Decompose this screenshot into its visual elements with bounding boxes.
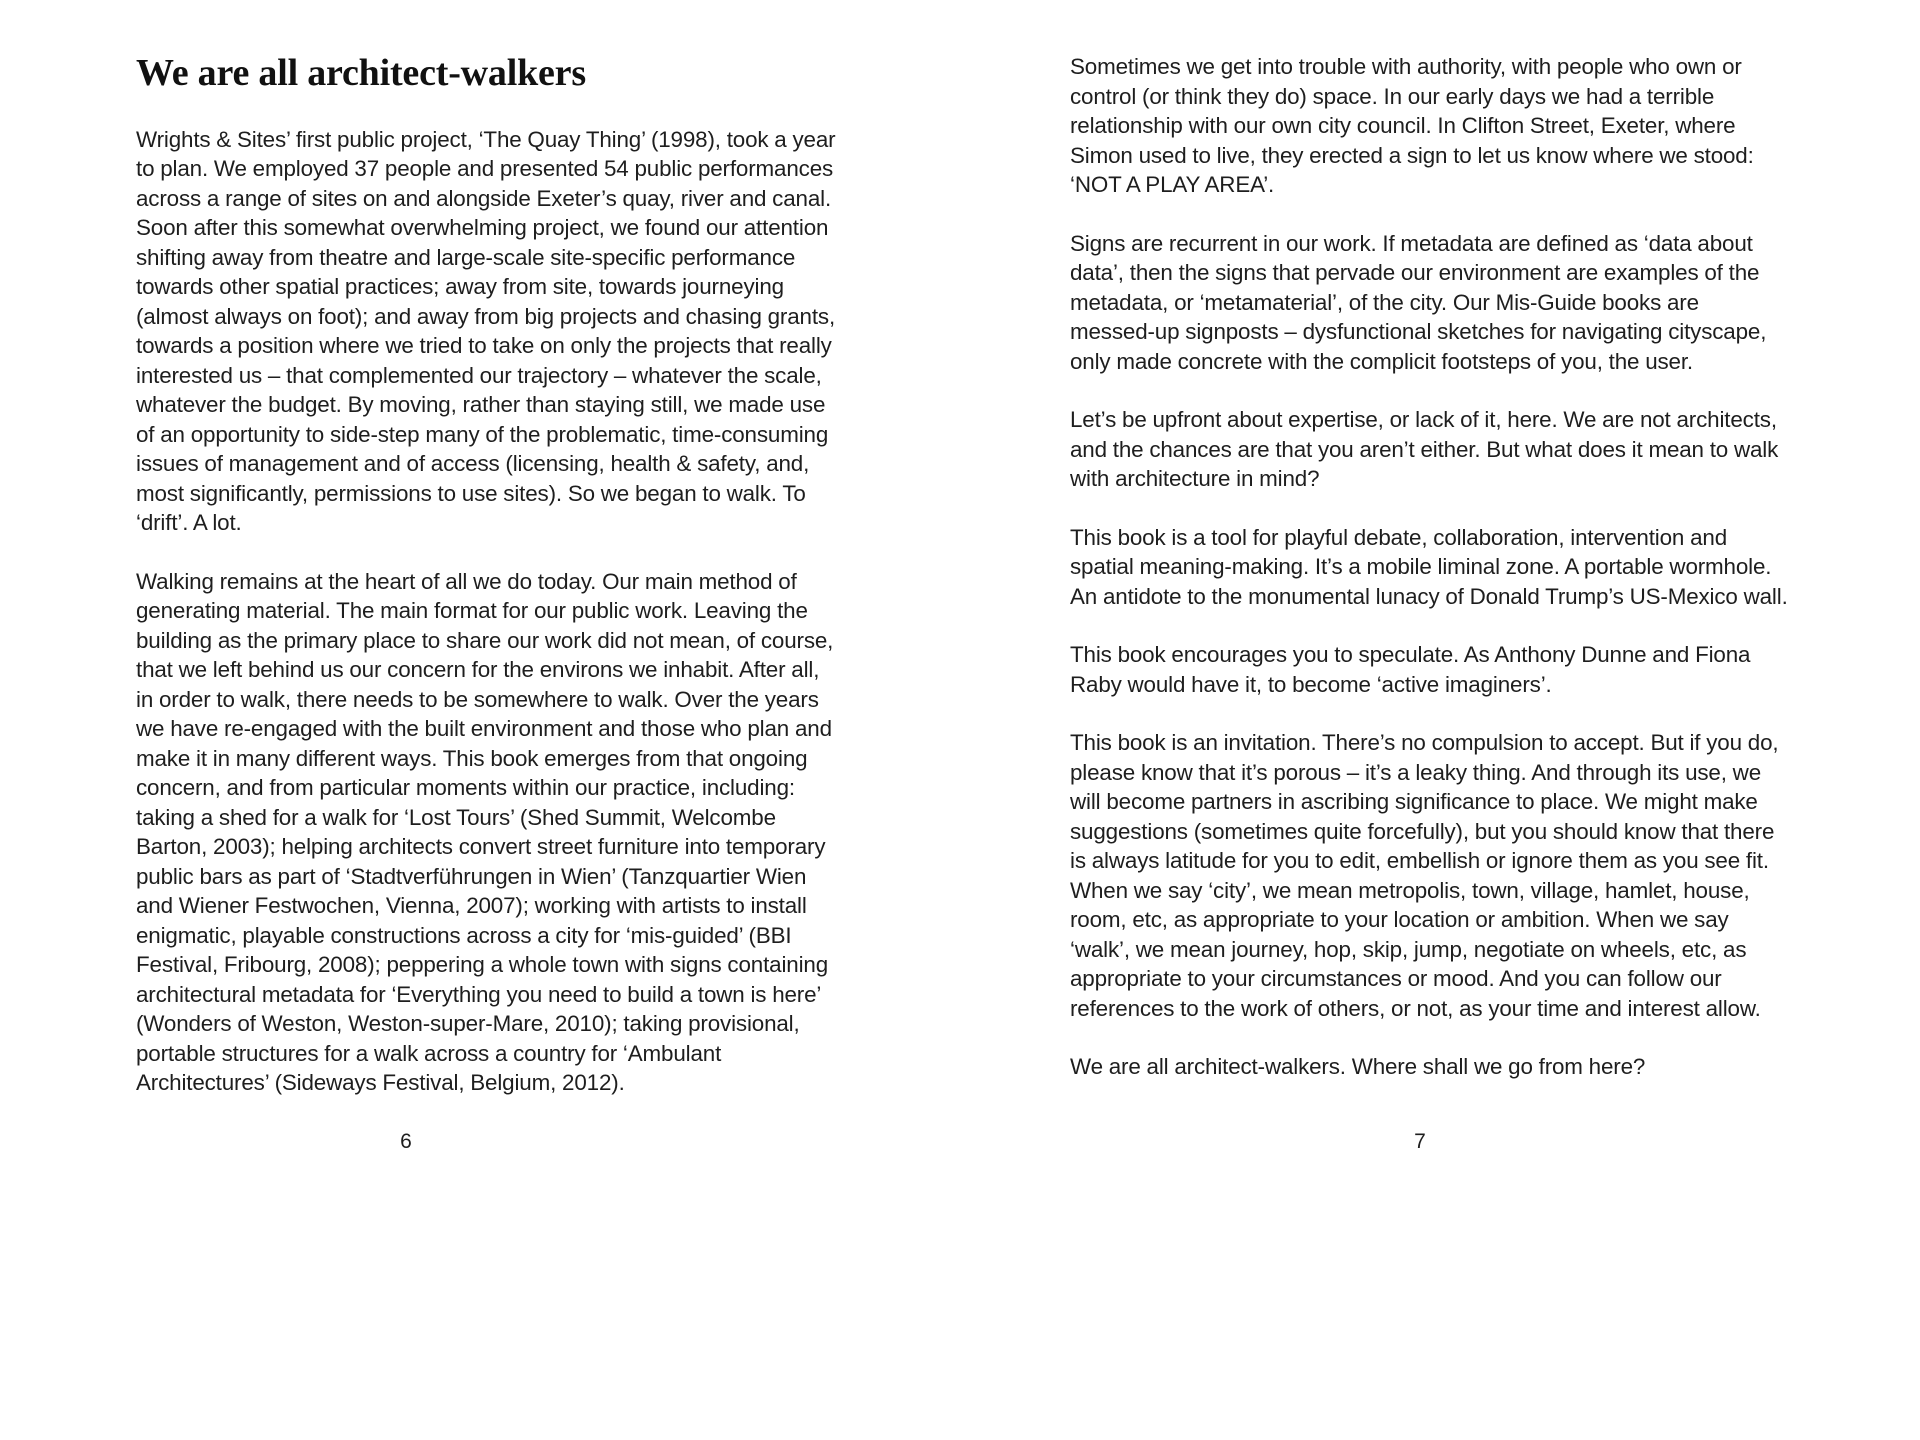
page-title: We are all architect-walkers [136, 52, 586, 94]
paragraph: Sometimes we get into trouble with authority, with people who own or control (or think they do) space. In our early days we had a terrible relationship with our own city council. In Clifton Street, Exeter, where Simon used to live, they erected a sign to let us know where we stood: ‘NOT A PLAY AREA’. [1070, 54, 1754, 197]
paragraph: This book is a tool for playful debate, collaboration, intervention and spatial meaning-making. It’s a mobile liminal zone. A portable wormhole. An antidote to the monumental lunacy of Donald Trump’s US-Mexico wall. [1070, 524, 1788, 609]
paragraph: Walking remains at the heart of all we do today. Our main method of generating material. The main format for our public work. Leaving the building as the primary place to share our work did not mean, of course, that we left behind us our concern for the environs we inhabit. After all, in order to walk, there needs to be somewhere to walk. Over the years we have re-engaged with the built environment and those who plan and make it in many different ways. This book emerges from that ongoing concern, and from particular moments within our practice, including: taking a shed for a walk for ‘Lost Tours’ (Shed Summit, Welcombe Barton, 2003); helping architects convert street furniture into temporary public bars as part of ‘Stadtverführungen in Wien’ (Tanzquartier Wien and Wiener Festwochen, Vienna, 2007); working with artists to install enigmatic, playable constructions across a city for ‘mis-guided’ (BBI Festival, Fribourg, 2008); peppering a whole town with signs containing architectural metadata for ‘Everything you need to build a town is here’ (Wonders of Weston, Weston-super-Mare, 2010); taking provisional, portable structures for a walk across a country for ‘Ambulant Architectures’ (Sideways Festival, Belgium, 2012). [136, 568, 834, 1096]
paragraph: We are all architect-walkers. Where shall we go from here? [1070, 1054, 1646, 1079]
paragraph: Signs are recurrent in our work. If metadata are defined as ‘data about data’, then the signs that pervade our environment are examples of the metadata, or ‘metamaterial’, of the city. Our Mis-Guide books are messed-up signposts – dysfunctional sketches for navigating cityscape, only made concrete with the complicit footsteps of you, the user. [1070, 230, 1767, 374]
left-page-text-column [136, 52, 838, 1098]
paragraph: This book is an invitation. There’s no compulsion to accept. But if you do, please know that it’s porous – it’s a leaky thing. And through its use, we will become partners in ascribing significance to place. We might make suggestions (sometimes quite forcefully), but you should know that there is always latitude for you to edit, embellish or ignore them as you see fit. When we say ‘city’, we mean metropolis, town, village, hamlet, house, room, etc, as appropriate to your location or ambition. When we say ‘walk’, we mean journey, hop, skip, jump, negotiate on wheels, etc, as appropriate to your circumstances or mood. And you can follow our references to the work of others, or not, as your time and interest allow. [1070, 730, 1779, 1021]
paragraph: Let’s be upfront about expertise, or lack of it, here. We are not architects, and the chances are that you aren’t either. But what does it mean to walk with architecture in mind? [1070, 407, 1779, 491]
page-number-left: 6 [400, 1130, 412, 1153]
page-number-right: 7 [1414, 1130, 1426, 1153]
paragraph: This book encourages you to speculate. As Anthony Dunne and Fiona Raby would have it, to become ‘active imaginers’. [1070, 642, 1751, 697]
right-page-text-column [1070, 52, 1788, 1082]
right-page [960, 0, 1920, 1440]
paragraph: Wrights & Sites’ first public project, ‘The Quay Thing’ (1998), took a year to plan. We employed 37 people and presented 54 public performances across a range of sites on and alongside Exeter’s quay, river and canal. Soon after this somewhat overwhelming project, we found our attention shifting away from theatre and large-scale site-specific performance towards other spatial practices; away from site, towards journeying (almost always on foot); and away from big projects and chasing grants, towards a position where we tried to take on only the projects that really interested us – that complemented our trajectory – whatever the scale, whatever the budget. By moving, rather than staying still, we made use of an opportunity to side-step many of the problematic, time-consuming issues of management and of access (licensing, health & safety, and, most significantly, permissions to use sites). So we began to walk. To ‘drift’. A lot. [136, 126, 836, 536]
